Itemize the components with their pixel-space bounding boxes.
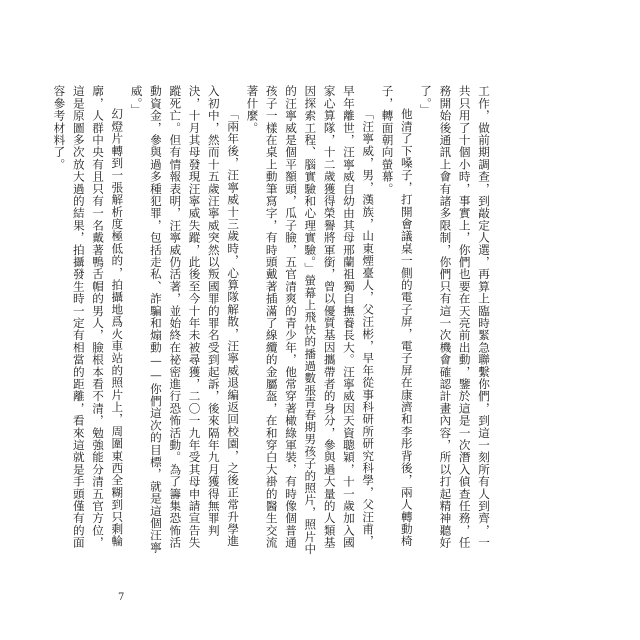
paragraph: 他清了下嗓子，打開會議桌一側的電子屏，電子屏在康濟和李彤背後，兩人轉動椅子，轉面朝向螢幕。 — [380, 85, 414, 548]
vertical-text-block — [49, 85, 493, 555]
paragraph: 「汪寧威，男，漢族，山東煙臺人，父汪彬，早年從事科研所研究科學，父汪甫，早年離世，汪寧威自幼由其母邢蘭祖獨自撫養長大。汪寧威因天資聰穎，十一歲加入國家心算隊，十二歲獲得榮譽將軍銜，曾以優質基因攜帶者的身分，參與過大量的人類基因探索工程、腦實驗和心理實驗。」螢幕上飛快的播過數張青春期男孩子的照片，照片中的汪寧威是個平額頭，瓜子臉，五官清爽的青少年，他常穿著橄綠軍裝，有時像個普通孩子一樣在桌上動筆寫字，有時頭戴著插滿了線纜的金屬盔，在和穿白大褂的醫生交流著什麼。 — [245, 85, 376, 555]
paragraph: 「兩年後，汪寧威十三歲時，心算隊解散，汪寧威退編返回校園，之後正常升學進入初中，然而十五歲汪寧威突然以叛國罪的罪名受到起訴，後來隔年九月獲得無罪判決，十月其母發現汪寧威失蹤，此後至今十年未被尋獲，二〇一九年受其母申請宣告失蹤死亡。但有情報表明，汪寧威仍活著，並始終在祕密進行恐怖活動。為了籌集恐怖活動資金，參與過多種犯罪，包括走私、詐騙和煽動——你們這次的目標，就是這個汪寧威。」 — [129, 85, 241, 554]
page-number: 7 — [118, 592, 125, 603]
paragraph: 工作，做前期調查，到敲定人選，再算上臨時緊急聯繫你們，到這一刻所有人到齊，一共只用了十個小時，事實上，你們也要在天亮前出動，鑒於這是一次潛入偵查任務，任務開始後通訊上會有諸多限制，你們只有這一次機會確認計畫內容，所以打起精神聽好了。」 — [419, 85, 491, 549]
paragraph: 幻燈片轉到一張解析度極低的，拍攝地爲火車站的照片上，周圍東西全糊到只剩輪廓，人群中央有且只有一名戴著鴨舌帽的男人，臉根本看不清，勉強能分清五官方位，這是原圖多次放大過的結果，拍攝發生時一定有相當的距離，看來這就是手頭僅有的面容參考材料了。 — [52, 85, 125, 549]
